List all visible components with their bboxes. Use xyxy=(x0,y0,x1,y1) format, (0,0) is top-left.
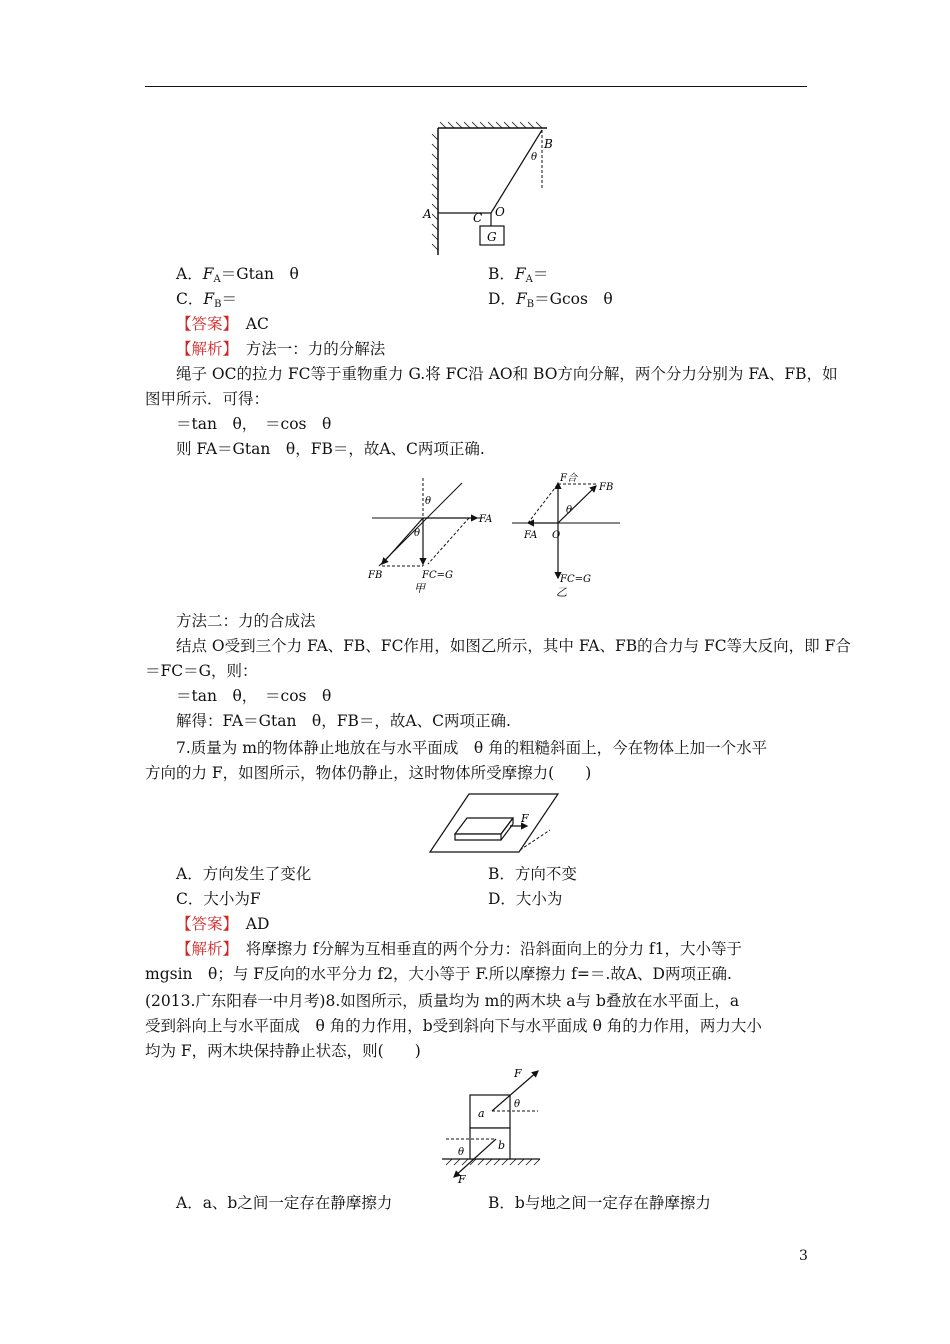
q8-label-theta-top: θ xyxy=(514,1099,521,1110)
figure-yi xyxy=(508,468,628,598)
q8-option-a: A．a、b之间一定存在静摩擦力 xyxy=(176,1194,393,1212)
yi-label-fh: F合 xyxy=(560,473,577,484)
q7-answer: 【答案】 AD xyxy=(176,915,270,933)
q6-method2-line4: 解得：FA＝Gtan θ，FB＝，故A、C两项正确. xyxy=(176,712,511,730)
q8-label-b: b xyxy=(498,1139,506,1152)
q6-answer: 【答案】 AC xyxy=(176,315,269,333)
q8-label-theta-bottom: θ xyxy=(458,1147,465,1158)
label-C: C xyxy=(473,211,483,225)
q6-option-d: D．$F_B=Gcos$ θ xyxy=(488,290,613,310)
q8-label-a: a xyxy=(478,1107,485,1120)
q8-stem-line1: (2013.广东阳春一中月考)8.如图所示，质量均为 m的两木块 a与 b叠放在水平面上，a xyxy=(145,992,740,1010)
q8-option-b: B．b与地之间一定存在静摩擦力 xyxy=(488,1194,711,1212)
label-theta: θ xyxy=(531,152,538,163)
q6-option-c: C．$F_B=$ xyxy=(176,290,238,310)
label-B: B xyxy=(544,137,553,151)
yi-label-fc: FC=G xyxy=(560,574,591,585)
jia-label-fa: FA xyxy=(479,514,493,525)
jia-label-fb: FB xyxy=(368,570,383,581)
yi-label-fb: FB xyxy=(599,482,614,493)
label-G: G xyxy=(487,230,497,244)
q6-option-b: B．$F_A=$ xyxy=(488,265,549,285)
q8-stem-line3: 均为 F，两木块保持静止状态，则( ) xyxy=(145,1042,421,1060)
q6-analysis: 【解析】 方法一：力的分解法 xyxy=(176,340,386,358)
q8-label-f-top: F xyxy=(514,1067,522,1080)
figure-q6-rope-diagram xyxy=(420,120,555,260)
q7-option-d: D．大小为 xyxy=(488,890,563,908)
q7-analysis: 【解析】 将摩擦力 f分解为互相垂直的两个分力：沿斜面向上的分力 f1，大小等于 xyxy=(176,940,742,958)
figure-q7-incline xyxy=(425,790,565,858)
q6-method2-line2: ＝FC＝G，则： xyxy=(145,662,258,680)
q6-method2-line3: ＝tan θ， ＝cos θ xyxy=(176,687,332,705)
q7-stem-line2: 方向的力 F，如图所示，物体仍静止，这时物体所受摩擦力( ) xyxy=(145,764,592,782)
label-O: O xyxy=(495,205,505,219)
q7-option-c: C．大小为F xyxy=(176,890,261,908)
header-rule xyxy=(145,86,807,87)
q6-method2: 方法二：力的合成法 xyxy=(176,612,316,630)
q7-label-f: F xyxy=(521,812,529,825)
figure-q8-blocks xyxy=(440,1065,550,1187)
yi-label-theta: θ xyxy=(566,505,573,516)
q6-analysis-line2: 图甲所示．可得： xyxy=(145,390,270,408)
q7-option-a: A．方向发生了变化 xyxy=(176,865,312,883)
q7-analysis-line2: mgsin θ；与 F反向的水平分力 f2，大小等于 F.所以摩擦力 f=＝.故A、D两项正确. xyxy=(145,965,732,983)
q6-option-a: A．$F_A=Gtan$ θ xyxy=(176,265,299,285)
q6-analysis-line1: 绳子 OC的拉力 FC等于重物重力 G.将 FC沿 AO和 BO方向分解，两个分力分别为 FA、FB，如 xyxy=(176,365,838,383)
q7-option-b: B．方向不变 xyxy=(488,865,577,883)
q6-analysis-line3: ＝tan θ， ＝cos θ xyxy=(176,415,332,433)
jia-caption: 甲 xyxy=(414,582,425,595)
q8-label-f-bottom: F xyxy=(458,1173,466,1186)
q6-analysis-line4: 则 FA＝Gtan θ，FB＝，故A、C两项正确. xyxy=(176,440,485,458)
yi-caption: 乙 xyxy=(556,586,567,598)
q6-method2-line1: 结点 O受到三个力 FA、FB、FC作用，如图乙所示，其中 FA、FB的合力与 FC等大反向，即 F合 xyxy=(176,637,851,655)
jia-label-theta: θ xyxy=(425,496,432,507)
yi-label-fa: FA xyxy=(524,530,538,541)
jia-label-theta2: θ xyxy=(414,528,421,539)
page-number: 3 xyxy=(799,1248,808,1264)
label-A: A xyxy=(423,207,432,221)
jia-label-fc: FC=G xyxy=(422,570,453,581)
figure-jia xyxy=(362,468,497,598)
q7-stem-line1: 7.质量为 m的物体静止地放在与水平面成 θ 角的粗糙斜面上，今在物体上加一个水平 xyxy=(176,739,768,757)
yi-label-o: O xyxy=(552,530,561,541)
q8-stem-line2: 受到斜向上与水平面成 θ 角的力作用，b受到斜向下与水平面成 θ 角的力作用，两力大小 xyxy=(145,1017,762,1035)
